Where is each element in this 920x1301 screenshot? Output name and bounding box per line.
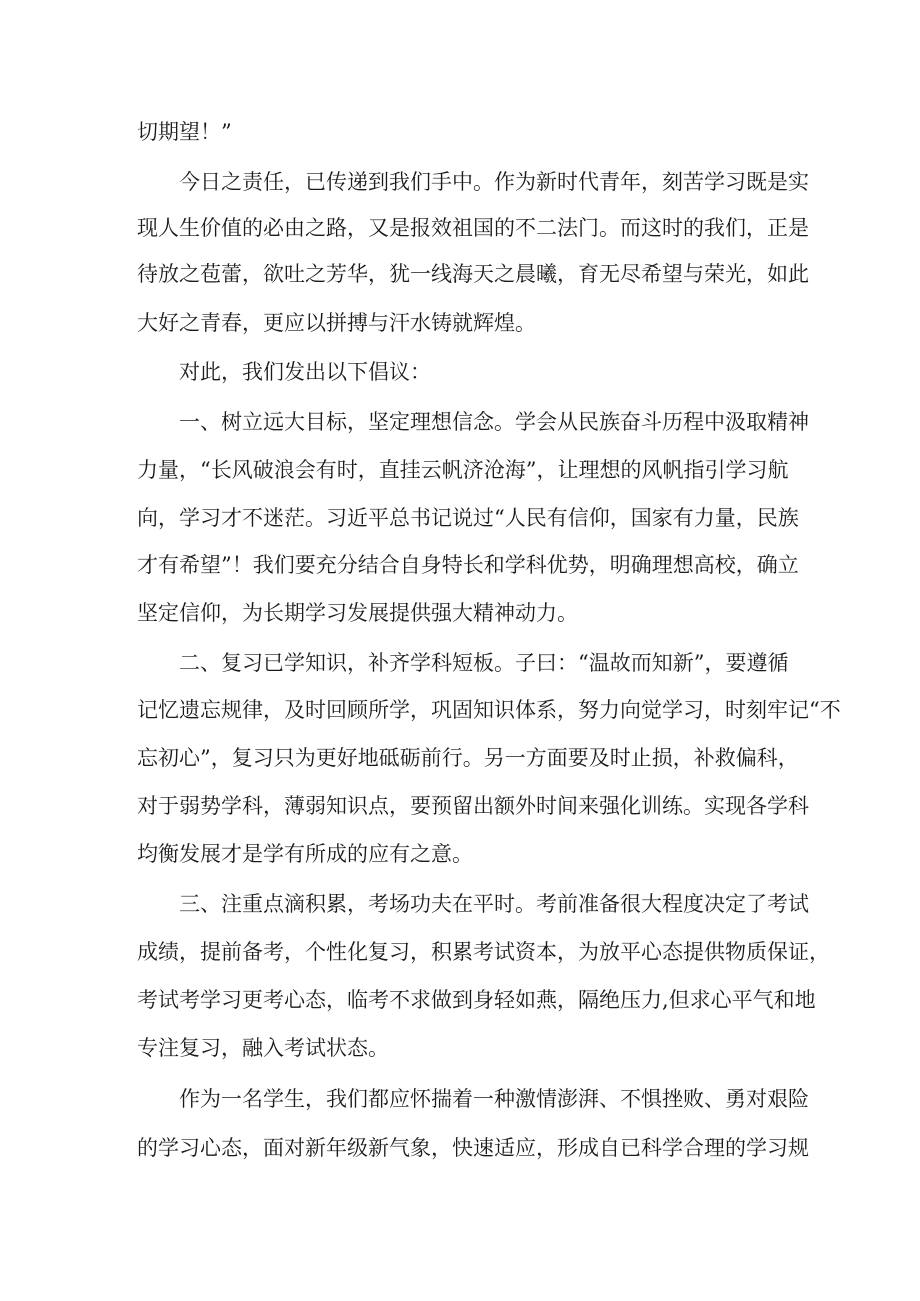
paragraph-line: 一、树立远大目标，坚定理想信念。学会从民族奋斗历程中汲取精神	[179, 410, 809, 434]
paragraph-line: 对于弱势学科，薄弱知识点，要预留出额外时间来强化训练。实现各学科	[137, 794, 809, 818]
paragraph-line: 大好之青春，更应以拼搏与汗水铸就辉煌。	[137, 311, 536, 335]
paragraph-line: 待放之苞蕾，欲吐之芳华，犹一线海天之晨曦，育无尽希望与荣光，如此	[137, 262, 809, 286]
paragraph-line: 切期望！”	[137, 120, 232, 144]
paragraph-line: 对此，我们发出以下倡议：	[179, 360, 431, 384]
paragraph-line: 今日之责任，已传递到我们手中。作为新时代青年，刻苦学习既是实	[179, 170, 809, 194]
paragraph-line: 向，学习才不迷茫。习近平总书记说过“人民有信仰，国家有力量，民族	[137, 506, 799, 530]
paragraph-line: 忘初心”，复习只为更好地砥砺前行。另一方面要及时止损，补救偏科，	[137, 746, 799, 770]
paragraph-line: 二、复习已学知识，补齐学科短板。子曰：“温故而知新”，要遵循	[179, 651, 789, 675]
paragraph-line: 才有希望”！我们要充分结合自身特长和学科优势，明确理想高校，确立	[137, 553, 799, 577]
paragraph-line: 考试考学习更考心态，临考不求做到身轻如燕，隔绝压力,但求心平气和地	[137, 988, 816, 1012]
paragraph-line: 记忆遗忘规律，及时回顾所学，巩固知识体系，努力向觉学习，时刻牢记“不	[137, 698, 841, 722]
paragraph-line: 成绩，提前备考，个性化复习，积累考试资本，为放平心态提供物质保证，	[137, 940, 830, 964]
paragraph-line: 现人生价值的必由之路，又是报效祖国的不二法门。而这时的我们，正是	[137, 216, 809, 240]
paragraph-line: 三、注重点滴积累，考场功夫在平时。考前准备很大程度决定了考试	[179, 892, 809, 916]
paragraph-line: 的学习心态，面对新年级新气象，快速适应，形成自已科学合理的学习规	[137, 1136, 809, 1160]
paragraph-line: 力量，“长风破浪会有时，直挂云帆济沧海”，让理想的风帆指引学习航	[137, 458, 789, 482]
paragraph-line: 专注复习，融入考试状态。	[137, 1036, 389, 1060]
paragraph-line: 作为一名学生，我们都应怀揣着一种激情澎湃、不惧挫败、勇对艰险	[179, 1087, 809, 1111]
paragraph-line: 均衡发展才是学有所成的应有之意。	[137, 842, 473, 866]
paragraph-line: 坚定信仰，为长期学习发展提供强大精神动力。	[137, 601, 578, 625]
